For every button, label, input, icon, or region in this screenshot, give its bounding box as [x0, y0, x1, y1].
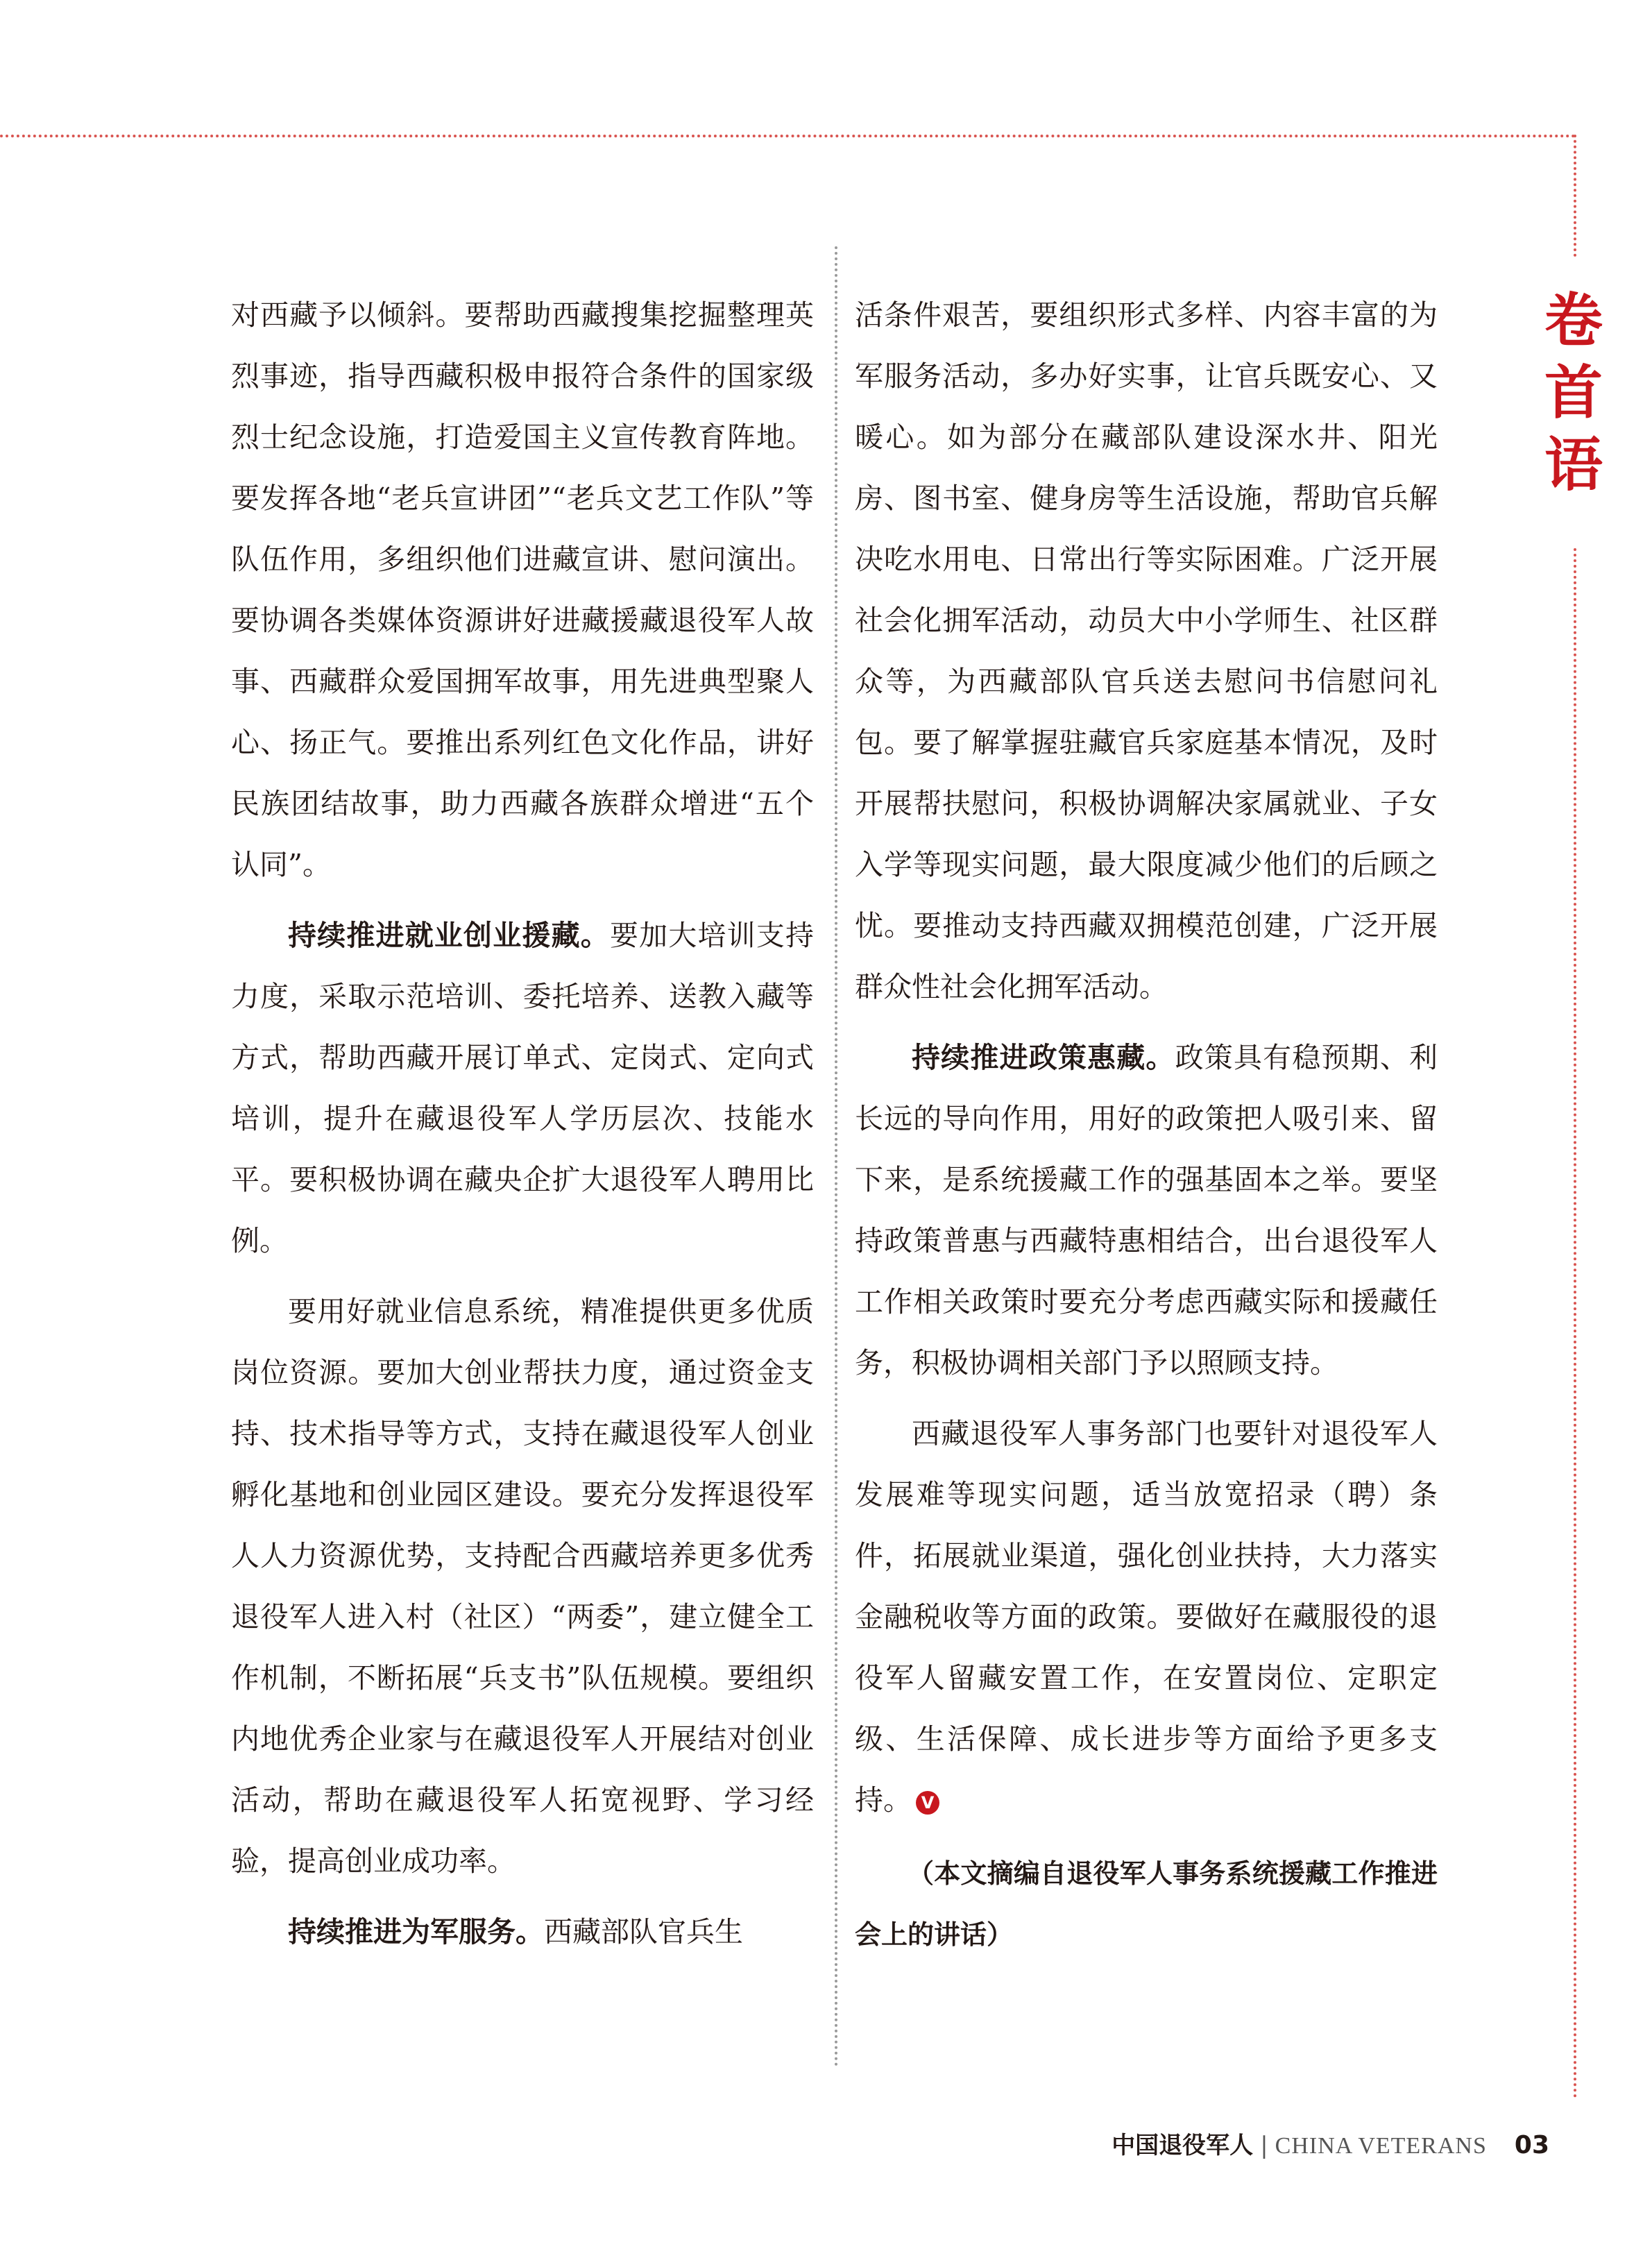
paragraph-heading: 持续推进为军服务。	[288, 1915, 544, 1948]
section-title-char-2: 首	[1544, 359, 1603, 427]
page-footer	[1112, 2125, 1549, 2166]
magazine-name: 中国退役军人	[1112, 2132, 1254, 2159]
section-title-char-1: 卷	[1544, 287, 1603, 355]
paragraph-body: 西藏退役军人事务部门也要针对退役军人发展难等现实问题，适当放宽招录（聘）条件，拓展就业渠道，强化创业扶持，大力落实金融税收等方面的政策。要做好在藏服役的退役军人留藏安置工作，在安置岗位、定职定级、生活保障、成长进步等方面给予更多支持。	[855, 1417, 1438, 1817]
source-note: （本文摘编自退役军人事务系统援藏工作推进会上的讲话）	[855, 1858, 1438, 1950]
paragraph-body: 要加大培训支持力度，采取示范培训、委托培养、送教入藏等方式，帮助西藏开展订单式、定岗式、定向式培训，提升在藏退役军人学历层次、技能水平。要积极协调在藏央企扩大退役军人聘用比例。	[231, 919, 815, 1257]
section-title-char-3: 语	[1544, 431, 1603, 499]
paragraph: 要用好就业信息系统，精准提供更多优质岗位资源。要加大创业帮扶力度，通过资金支持、技术指导等方式，支持在藏退役军人创业孵化基地和创业园区建设。要充分发挥退役军人人力资源优势，支持配合西藏培养更多优秀退役军人进入村（社区）“两委”，建立健全工作机制，不断拓展“兵支书”队伍规模。要组织内地优秀企业家与在藏退役军人开展结对创业活动，帮助在藏退役军人拓宽视野、学习经验，提高创业成功率。	[231, 1295, 814, 1878]
paragraph	[855, 1027, 1438, 1393]
magazine-english-name: CHINA VETERANS	[1275, 2133, 1487, 2159]
paragraph	[231, 1901, 814, 1962]
paragraph-body: 政策具有稳预期、利长远的导向作用，用好的政策把人吸引来、留下来，是系统援藏工作的强基固本之举。要坚持政策普惠与西藏特惠相结合，出台退役军人工作相关政策时要充分考虑西藏实际和援藏任务，积极协调相关部门予以照顾支持。	[855, 1041, 1438, 1379]
paragraph-body: 西藏部队官兵生	[544, 1915, 743, 1948]
footer-separator: |	[1260, 2132, 1268, 2159]
top-dotted-rule	[0, 135, 1576, 137]
paragraph-heading: 持续推进政策惠藏。	[912, 1041, 1175, 1074]
right-column	[855, 285, 1438, 1965]
paragraph	[231, 905, 814, 1271]
section-title	[1542, 285, 1606, 501]
paragraph-heading: 持续推进就业创业援藏。	[288, 919, 610, 952]
page-number: 03	[1514, 2131, 1549, 2159]
column-divider	[835, 246, 837, 2068]
paragraph	[855, 1403, 1438, 1831]
end-mark-icon: V	[916, 1791, 939, 1815]
right-dotted-rule-lower	[1574, 548, 1576, 2099]
paragraph: 活条件艰苦，要组织形式多样、内容丰富的为军服务活动，多办好实事，让官兵既安心、又暖心。如为部分在藏部队建设深水井、阳光房、图书室、健身房等生活设施，帮助官兵解决吃水用电、日常出行等实际困难。广泛开展社会化拥军活动，动员大中小学师生、社区群众等，为西藏部队官兵送去慰问书信慰问礼包。要了解掌握驻藏官兵家庭基本情况，及时开展帮扶慰问，积极协调解决家属就业、子女入学等现实问题，最大限度减少他们的后顾之忧。要推动支持西藏双拥模范创建，广泛开展群众性社会化拥军活动。	[855, 298, 1438, 1003]
left-column	[231, 285, 814, 1962]
right-dotted-rule-upper	[1574, 135, 1576, 257]
paragraph: 对西藏予以倾斜。要帮助西藏搜集挖掘整理英烈事迹，指导西藏积极申报符合条件的国家级烈士纪念设施，打造爱国主义宣传教育阵地。要发挥各地“老兵宣讲团”“老兵文艺工作队”等队伍作用，多组织他们进藏宣讲、慰问演出。要协调各类媒体资源讲好进藏援藏退役军人故事、西藏群众爱国拥军故事，用先进典型聚人心、扬正气。要推出系列红色文化作品，讲好民族团结故事，助力西藏各族群众增进“五个认同”。	[231, 298, 814, 881]
